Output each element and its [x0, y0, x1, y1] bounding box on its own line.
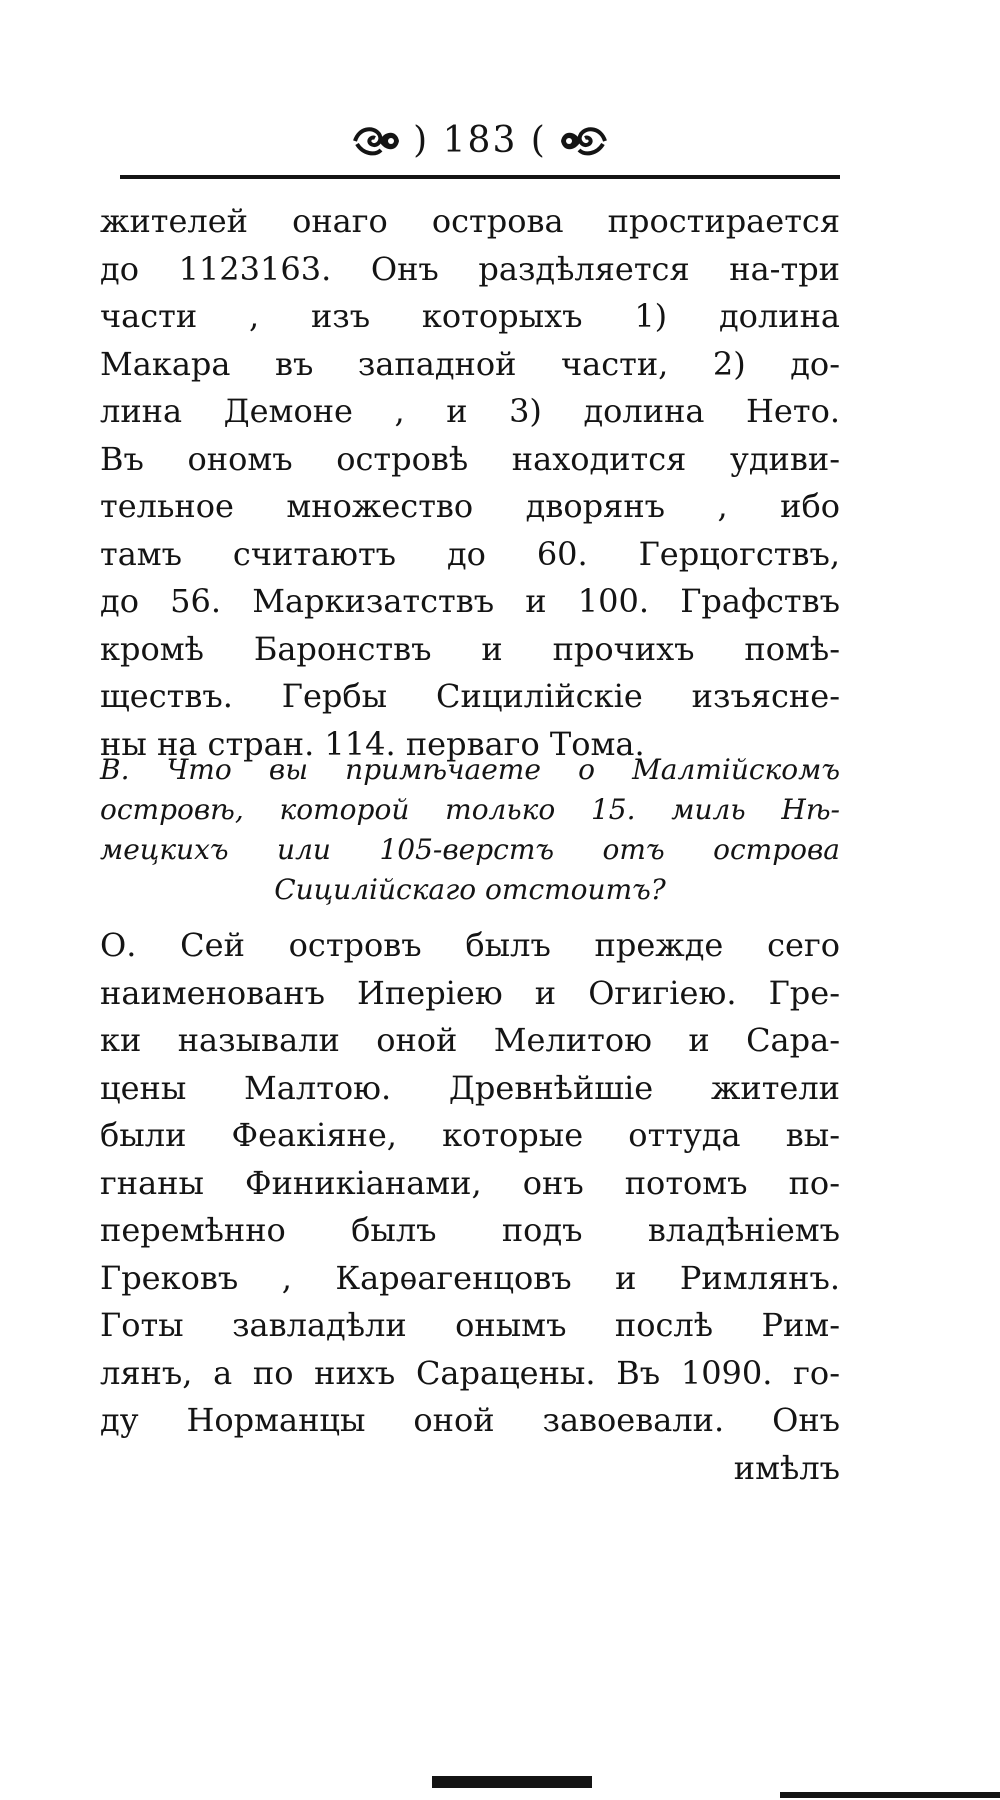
text-line: ду Норманцы оной завоевали. Онъ	[100, 1401, 840, 1439]
text-line: гнаны Финикiанами, онъ потомъ по-	[100, 1163, 840, 1202]
running-header	[120, 118, 840, 164]
text-line: были Феакiяне, которые оттуда вы-	[100, 1116, 840, 1154]
text-line: кромѣ Баронствъ и прочихъ помѣ-	[100, 629, 840, 668]
footer-bar	[432, 1776, 592, 1788]
question-line: островѣ, которой только 15. миль Нѣ-	[100, 793, 840, 826]
question-line: Сицилiйскаго отстоитъ?	[274, 873, 666, 906]
text-line: жителей онаго острова простирается	[100, 202, 840, 240]
text-line: до 1123163. Онъ раздѣляется на-три	[100, 249, 840, 288]
text-line: ны на стран. 114. перваго Тома.	[100, 724, 645, 763]
question-line: В. Что вы примѣчаете о Малтiйскомъ	[100, 753, 840, 786]
text-line: Въ ономъ островѣ находится удиви-	[100, 439, 840, 478]
catchword: имѣлъ	[733, 1448, 840, 1487]
text-line: перемѣнно былъ подъ владѣнiемъ	[100, 1211, 840, 1249]
text-line: Готы завладѣли онымъ послѣ Рим-	[100, 1306, 840, 1344]
text-line: Грековъ , Карѳагенцовъ и Римлянъ.	[100, 1258, 840, 1297]
header-rule	[120, 175, 840, 179]
text-line: наименованъ Иперiею и Огигiею. Гре-	[100, 973, 840, 1012]
text-line: ки называли оной Мелитою и Сара-	[100, 1021, 840, 1059]
question-block	[100, 750, 840, 910]
page-number: ) 183 (	[413, 120, 547, 161]
paragraph-1	[100, 198, 840, 768]
right-fleuron-ornament-icon	[557, 124, 609, 158]
left-fleuron-ornament-icon	[351, 124, 403, 158]
text-line: лина Демоне , и 3) долина Нето.	[100, 392, 840, 430]
text-line: Макара въ западной части, 2) до-	[100, 344, 840, 383]
text-line: до 56. Маркизатствъ и 100. Графствъ	[100, 582, 840, 620]
text-line: ществъ. Гербы Сицилiйскiе изъяснe-	[100, 677, 840, 715]
text-line: О. Сей островъ былъ прежде сего	[100, 926, 840, 964]
text-line: тельное множество дворянъ , ибо	[100, 487, 840, 525]
paragraph-2	[100, 922, 840, 1492]
text-line: цены Малтою. Древнѣйшiе жители	[100, 1068, 840, 1107]
question-line: мецкихъ или 105-верстъ отъ острова	[100, 833, 840, 866]
text-line: части , изъ которыхъ 1) долина	[100, 297, 840, 335]
text-line: лянъ, а по нихъ Сарацены. Въ 1090. го-	[100, 1353, 840, 1392]
text-line: тамъ считаютъ до 60. Герцогствъ,	[100, 534, 840, 573]
footer-edge-bar	[780, 1792, 1000, 1798]
